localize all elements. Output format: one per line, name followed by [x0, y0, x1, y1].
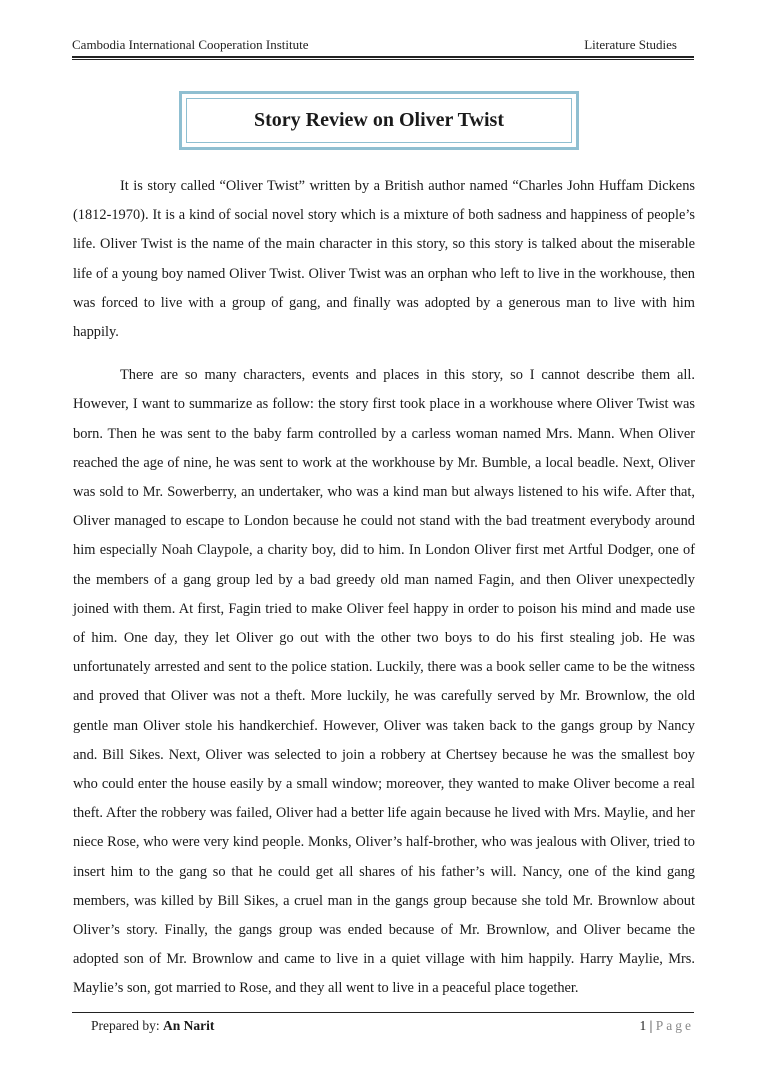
page-header: [72, 37, 694, 55]
paragraph-intro: It is story called “Oliver Twist” written by a British author named “Charles John Huffam Dickens (1812-1970). It is a kind of social novel story which is a mixture of both sadness and happiness of people’s life. Oliver Twist is the name of the main character in this story, so this story is talked about the miserable life of a young boy named Oliver Twist. Oliver Twist was an orphan who left to live in the workhouse, then was forced to live with a group of gang, and finally was adopted by a generous man to live with him happily.: [73, 178, 695, 341]
title-box: [179, 91, 579, 150]
paragraph-summary: There are so many characters, events and places in this story, so I cannot describe them all. However, I want to summarize as follow: the story first took place in a workhouse where Oliver Twist was born. Then he was sent to the baby farm controlled by a carless woman named Mrs. Mann. When Oliver reached the age of nine, he was sent to work at the workhouse by Mr. Bumble, a local beadle. Next, Oliver was sold to Mr. Sowerberry, an undertaker, who was a kind man but always listened to his wife. After that, Oliver managed to escape to London because he could not stand with the bad treatment everybody around him especially Noah Claypole, a charity boy, did to him. In London Oliver first met Artful Dodger, one of the members of a gang group led by a bad greedy old man named Fagin, and then Oliver unexpectedly joined with them. At first, Fagin tried to make Oliver feel happy in order to poison his mind and made use of him. One day, they let Oliver go out with the other two boys to do his first stealing job. He was unfortunately arrested and sent to the police station. Luckily, there was a book seller came to be the witness and proved that Oliver was not a theft. More luckily, he was carefully served by Mr. Brownlow, the old gentle man Oliver stole his handkerchief. However, Oliver was taken back to the gangs group by Nancy and. Bill Sikes. Next, Oliver was selected to join a robbery at Chertsey because he was the smallest boy who could enter the house easily by a small window; moreover, they wanted to make Oliver become a real theft. After the robbery was failed, Oliver had a better life again because he lived with Mrs. Maylie, and her niece Rose, who were very kind people. Monks, Oliver’s half-brother, who was jealous with Oliver, tried to insert him to the gang so that he could get all shares of his father’s will. Nancy, one of the kind gang members, was killed by Bill Sikes, a cruel man in the gangs group because she told Mr. Brownlow about Oliver’s story. Finally, the gangs group was ended because of Mr. Brownlow, and Oliver became the adopted son of Mr. Brownlow and came to live in a quiet village with him happily. Harry Maylie, Mrs. Maylie’s son, got married to Rose, and they all went to live in a peaceful place together.: [73, 367, 695, 997]
footer-page-indicator: [640, 1017, 694, 1035]
prepared-label: Prepared by:: [91, 1018, 160, 1033]
author-name: An Narit: [162, 1018, 215, 1033]
page-footer: [91, 1017, 694, 1035]
document-body: [73, 172, 695, 1004]
header-institute: Cambodia International Cooperation Institute: [72, 37, 309, 52]
header-rule-thick: [72, 56, 694, 58]
document-title: Story Review on Oliver Twist: [254, 109, 504, 131]
page-number: 1: [639, 1018, 647, 1033]
header-subject: Literature Studies: [584, 37, 677, 52]
page-separator: |: [649, 1018, 653, 1033]
footer-rule: [72, 1012, 694, 1013]
title-box-inner-border: [186, 98, 572, 143]
footer-prepared-by: [91, 1017, 214, 1035]
header-rule-thin: [72, 59, 694, 60]
page-label: Page: [655, 1018, 694, 1033]
